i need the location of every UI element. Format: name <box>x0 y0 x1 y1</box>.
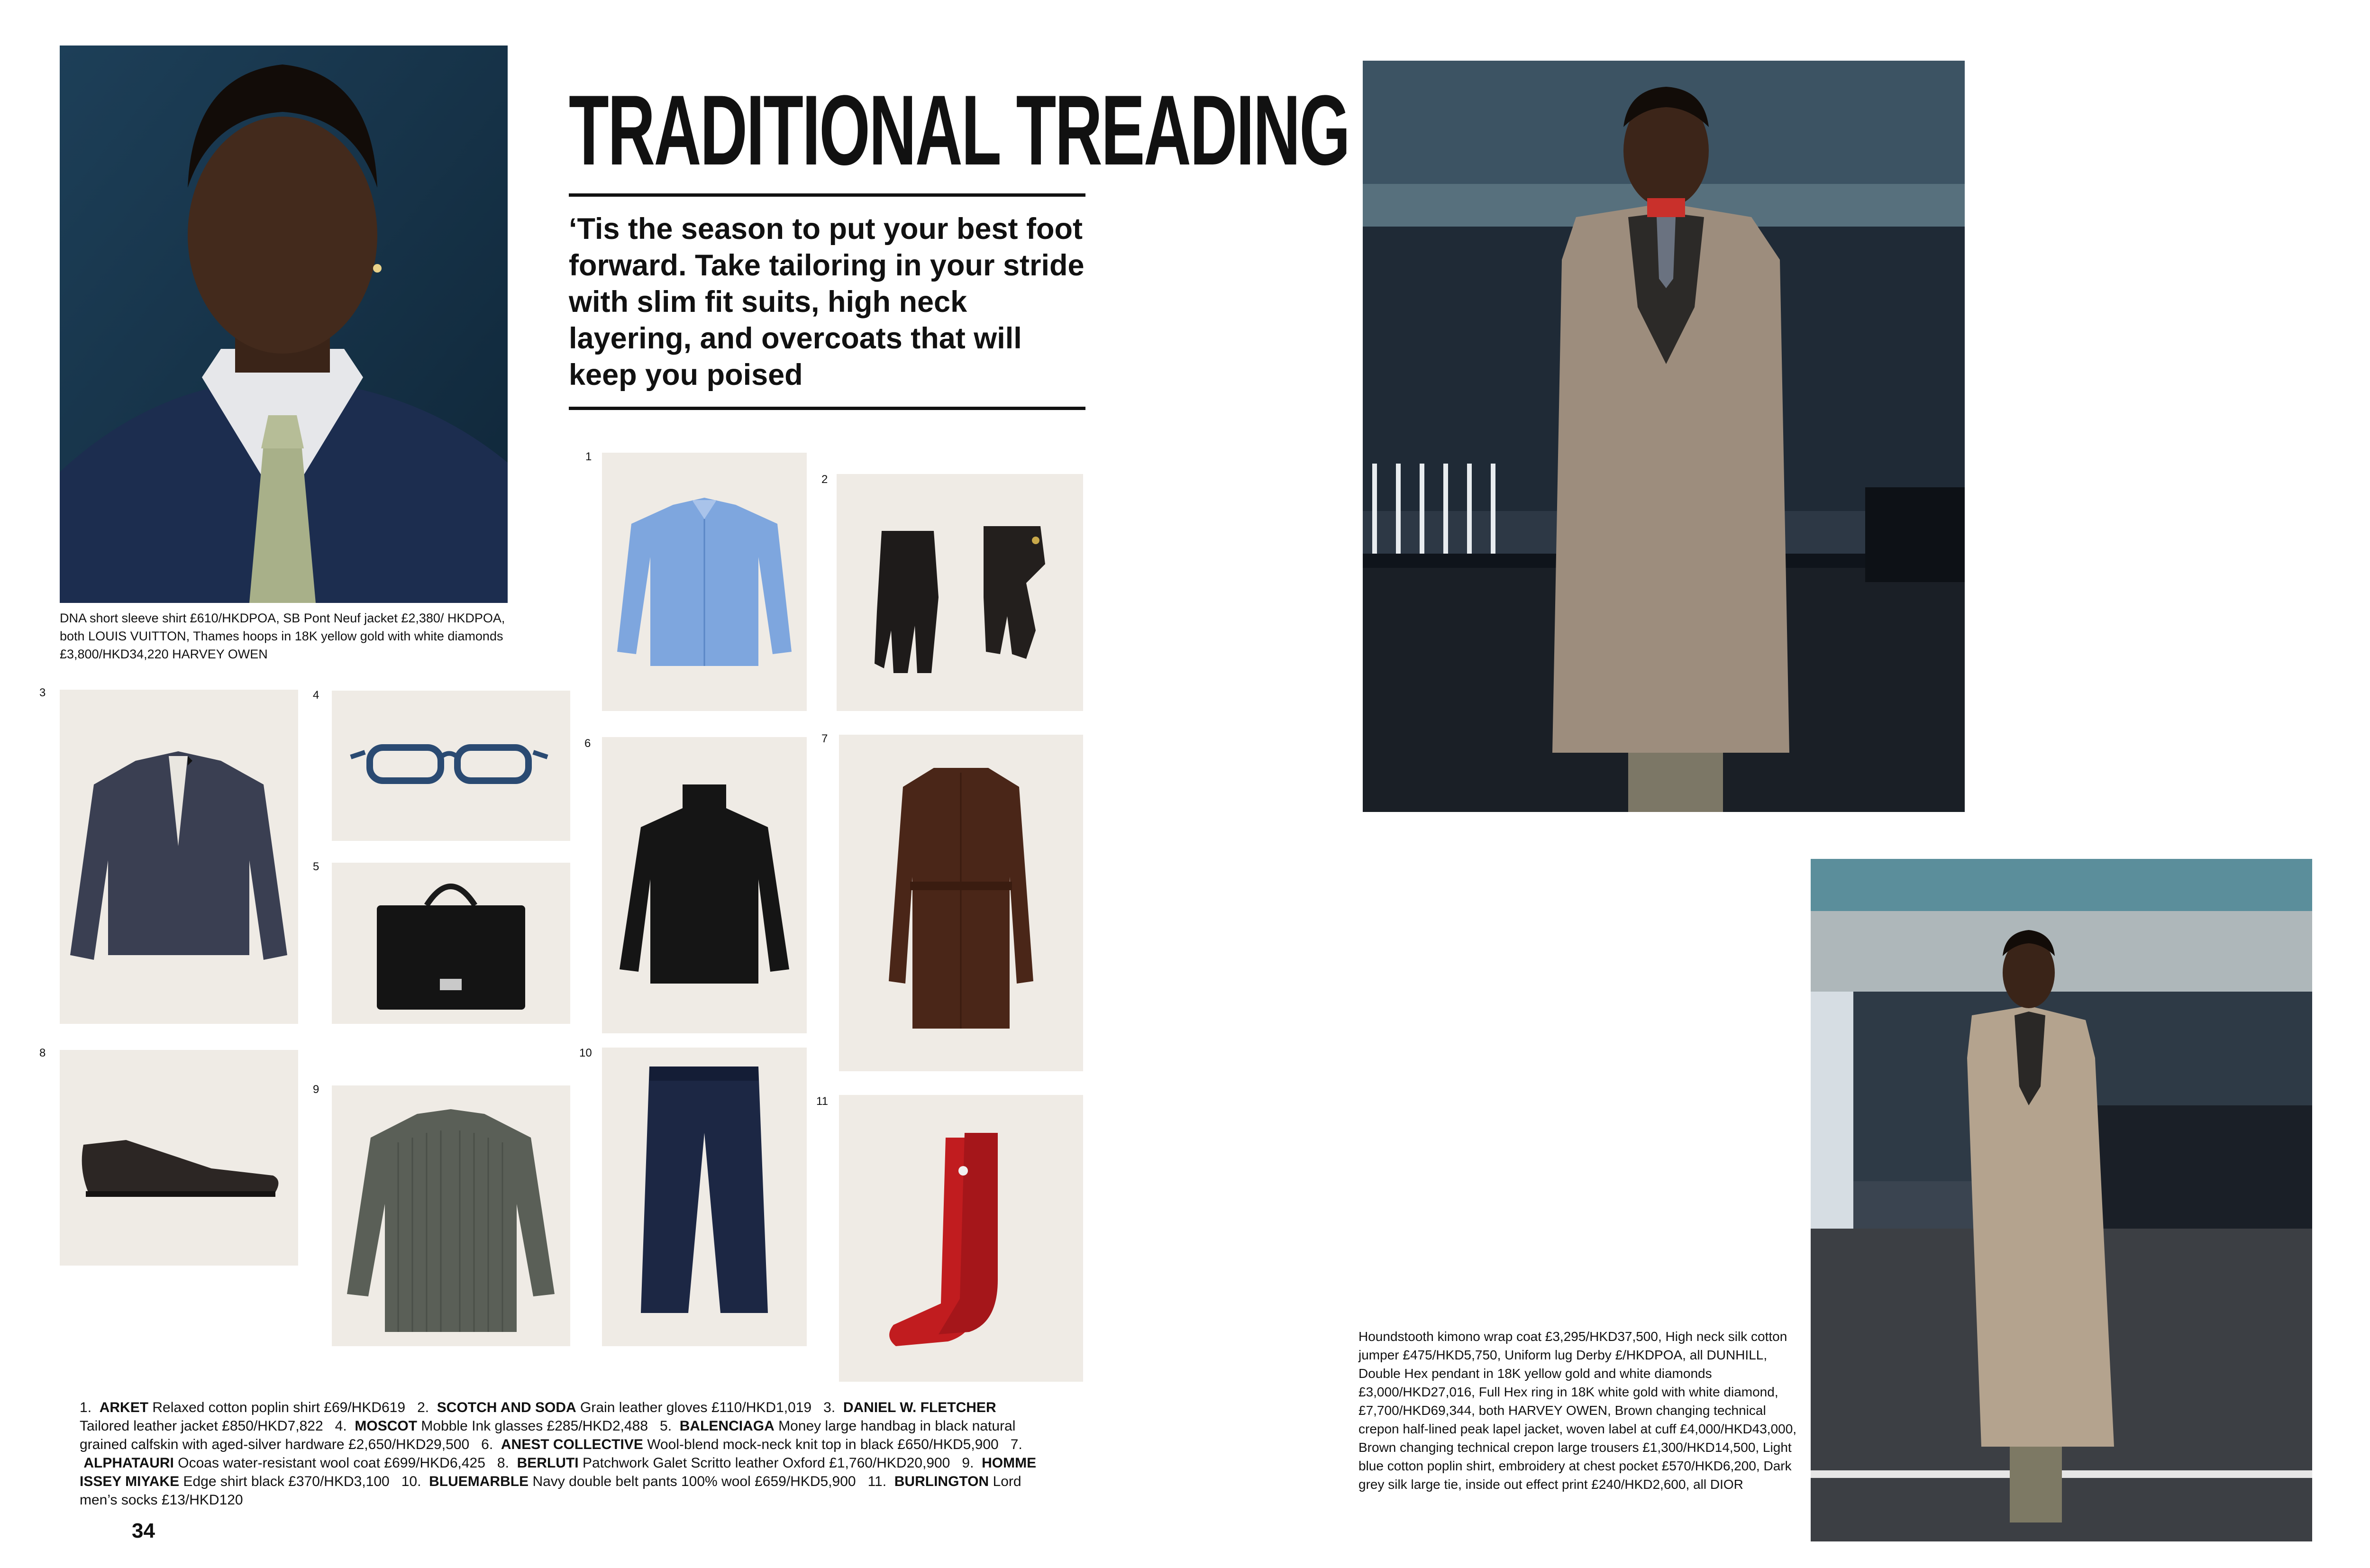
product-number-6: 6 <box>584 737 591 750</box>
product-number-10: 10 <box>579 1047 592 1059</box>
standfirst-rule <box>569 407 1085 410</box>
credit-8: 8. BERLUTI Patchwork Galet Scritto leather Oxford £1,760/HKD20,900 <box>497 1455 950 1471</box>
product-number-7: 7 <box>821 732 828 745</box>
look-caption: Houndstooth kimono wrap coat £3,295/HKD37,500, High neck silk cotton jumper £475/HKD5,750, Uniform lug Derby £/HKDPOA, all DUNHILL, Double Hex pendant in 18K yellow gold and white diamonds £3,000/HKD27,016, Full Hex ring in 18K white gold with white diamond, £7,700/HKD69,344, both HARVEY OWEN, Brown changing technical crepon half-lined peak lapel jacket, woven label at cuff £4,000/HKD43,000, Brown changing technical crepon large trousers £1,300/HKD14,500, Light blue cotton poplin shirt, embroidery at chest pocket £570/HKD6,200, Dark grey silk large tie, inside out effect print £240/HKD2,600, all DIOR <box>1358 1329 1797 1492</box>
title-rule <box>569 193 1085 197</box>
standfirst: ‘Tis the season to put your best foot forward. Take tailoring in your stride with slim fit suits, high neck layering, and overcoats that will keep you poised <box>569 212 1085 392</box>
product-jacket <box>60 690 298 1024</box>
product-number-2: 2 <box>821 473 828 486</box>
credit-1: 1. ARKET Relaxed cotton poplin shirt £69/HKD619 <box>80 1400 406 1415</box>
credit-4: 4. MOSCOT Mobble Ink glasses £285/HKD2,488 <box>335 1418 648 1434</box>
product-knit-top <box>602 737 807 1033</box>
credit-5: 5. BALENCIAGA Money large handbag in black natural grained calfskin with aged-silver hardware £2,650/HKD29,500 <box>80 1418 1016 1452</box>
credit-10: 10. BLUEMARBLE Navy double belt pants 100% wool £659/HKD5,900 <box>401 1474 856 1489</box>
page-title: TRADITIONAL TREADING <box>569 74 1349 186</box>
portrait-photo <box>60 46 508 603</box>
product-number-5: 5 <box>313 860 319 873</box>
product-number-9: 9 <box>313 1083 319 1096</box>
credit-11: 11. BURLINGTON Lord men’s socks £13/HKD120 <box>80 1474 1021 1508</box>
product-glasses <box>332 691 570 841</box>
street-photo-main <box>1363 61 1965 812</box>
product-number-4: 4 <box>313 689 319 702</box>
product-number-11: 11 <box>816 1095 828 1108</box>
street-photo-secondary <box>1811 859 2312 1541</box>
product-number-8: 8 <box>39 1047 46 1059</box>
credit-7: 7. ALPHATAURI Ocoas water-resistant wool coat £699/HKD6,425 <box>80 1437 1022 1471</box>
product-handbag <box>332 863 570 1024</box>
portrait-caption: DNA short sleeve shirt £610/HKDPOA, SB Pont Neuf jacket £2,380/ HKDPOA, both LOUIS VUITTON, Thames hoops in 18K yellow gold with white diamonds £3,800/HKD34,220 HARVEY OWEN <box>60 611 505 661</box>
credit-6: 6. ANEST COLLECTIVE Wool-blend mock-neck knit top in black £650/HKD5,900 <box>481 1437 999 1452</box>
credit-2: 2. SCOTCH AND SODA Grain leather gloves £110/HKD1,019 <box>417 1400 812 1415</box>
product-number-3: 3 <box>39 686 46 699</box>
page-number: 34 <box>132 1519 155 1542</box>
product-shirt <box>602 453 807 711</box>
credit-3: 3. DANIEL W. FLETCHER Tailored leather jacket £850/HKD7,822 <box>80 1400 996 1434</box>
product-shoe <box>60 1050 298 1266</box>
product-pleated-shirt <box>332 1085 570 1346</box>
credit-9: 9. HOMME ISSEY MIYAKE Edge shirt black £370/HKD3,100 <box>80 1455 1037 1489</box>
product-coat <box>839 735 1083 1071</box>
product-credits <box>80 1398 1047 1509</box>
product-socks <box>839 1095 1083 1382</box>
product-trousers <box>602 1048 807 1346</box>
product-number-1: 1 <box>585 450 592 463</box>
product-gloves <box>837 474 1083 711</box>
